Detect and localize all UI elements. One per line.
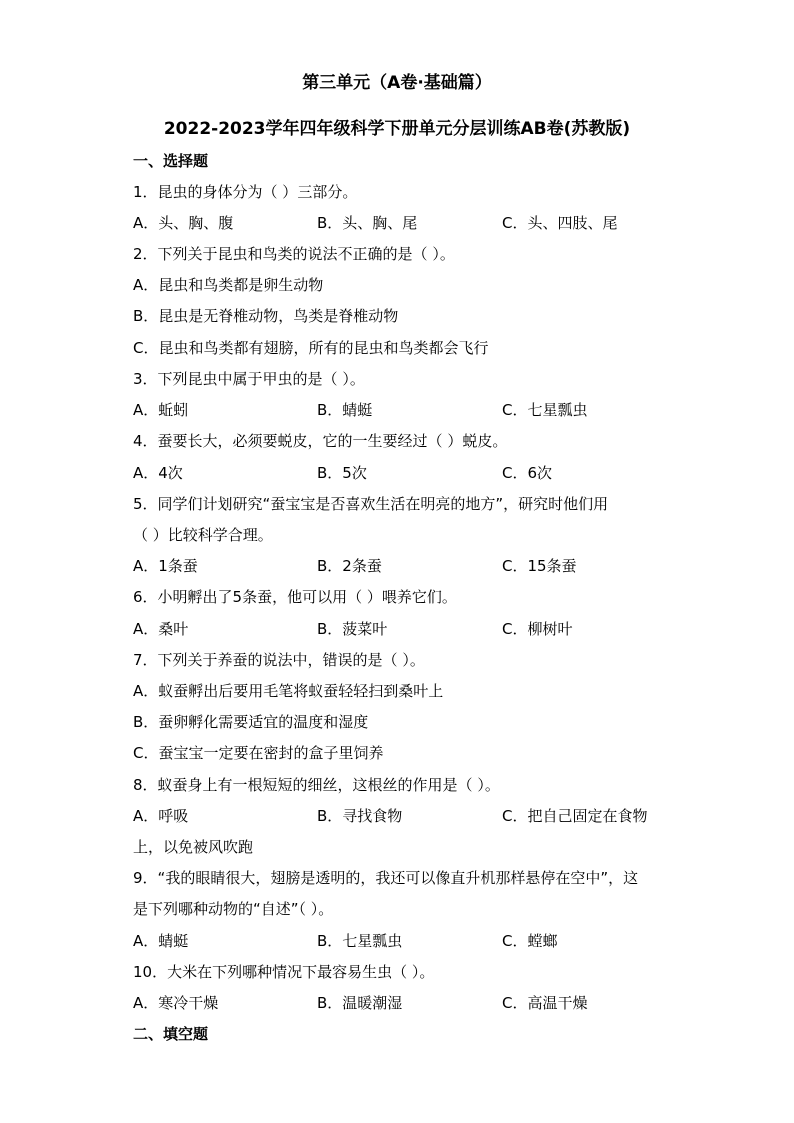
document-subtitle: 2022-2023学年四年级科学下册单元分层训练AB卷(苏教版)	[163, 119, 631, 139]
option-a: A．1条蚕	[133, 557, 198, 575]
question-stem-continued: 是下列哪种动物的“自述”（ ）。	[133, 900, 334, 918]
document-title: 第三单元（A卷·基础篇）	[302, 73, 492, 93]
question-stem: 6．小明孵出了5条蚕，他可以用（ ）喂养它们。	[133, 588, 457, 606]
question-stem: 10．大米在下列哪种情况下最容易生虫（ ）。	[133, 963, 435, 981]
option-a: A．蚯蚓	[133, 401, 189, 419]
option-c: C．蚕宝宝一定要在密封的盒子里饲养	[133, 744, 384, 762]
option-a: A．蚁蚕孵出后要用毛笔将蚁蚕轻轻扫到桑叶上	[133, 682, 444, 700]
option-c: C．6次	[502, 464, 553, 482]
option-b: B．蚕卵孵化需要适宜的温度和湿度	[133, 713, 369, 731]
option-c-continued: 上，以免被风吹跑	[133, 838, 254, 856]
question-stem: 2．下列关于昆虫和鸟类的说法不正确的是（ ）。	[133, 245, 455, 263]
option-a: A．4次	[133, 464, 183, 482]
question-stem: 1．昆虫的身体分为（ ）三部分。	[133, 183, 358, 201]
option-c: C．把自己固定在食物	[502, 807, 648, 825]
option-b: B．昆虫是无脊椎动物，鸟类是脊椎动物	[133, 307, 399, 325]
question-stem: 4．蚕要长大，必须要蜕皮，它的一生要经过（ ）蜕皮。	[133, 432, 508, 450]
option-a: A．呼吸	[133, 807, 189, 825]
option-b: B．七星瓢虫	[317, 932, 403, 950]
option-b: B．5次	[317, 464, 367, 482]
option-c: C．高温干燥	[502, 994, 588, 1012]
section-heading-fill: 二、填空题	[133, 1025, 209, 1043]
question-stem-continued: （ ）比较科学合理。	[133, 526, 273, 544]
option-c: C．头、四肢、尾	[502, 214, 618, 232]
option-b: B．2条蚕	[317, 557, 382, 575]
question-stem: 5．同学们计划研究“蚕宝宝是否喜欢生活在明亮的地方”，研究时他们用	[133, 495, 609, 513]
option-a: A．头、胸、腹	[133, 214, 234, 232]
option-c: C．昆虫和鸟类都有翅膀，所有的昆虫和鸟类都会飞行	[133, 339, 489, 357]
option-c: C．15条蚕	[502, 557, 577, 575]
option-b: B．温暖潮湿	[317, 994, 403, 1012]
question-stem: 3．下列昆虫中属于甲虫的是（ ）。	[133, 370, 365, 388]
option-c: C．螳螂	[502, 932, 558, 950]
option-c: C．七星瓢虫	[502, 401, 588, 419]
option-a: A．桑叶	[133, 620, 189, 638]
question-stem: 9．“我的眼睛很大，翅膀是透明的，我还可以像直升机那样悬停在空中”，这	[133, 869, 639, 887]
option-b: B．菠菜叶	[317, 620, 388, 638]
option-a: A．昆虫和鸟类都是卵生动物	[133, 276, 324, 294]
question-stem: 8．蚁蚕身上有一根短短的细丝，这根丝的作用是（ ）。	[133, 776, 500, 794]
question-stem: 7．下列关于养蚕的说法中，错误的是（ ）。	[133, 651, 425, 669]
option-a: A．寒冷干燥	[133, 994, 219, 1012]
option-a: A．蜻蜓	[133, 932, 189, 950]
option-c: C．柳树叶	[502, 620, 573, 638]
option-b: B．寻找食物	[317, 807, 403, 825]
section-heading-choice: 一、选择题	[133, 152, 209, 170]
option-b: B．蜻蜓	[317, 401, 373, 419]
option-b: B．头、胸、尾	[317, 214, 418, 232]
